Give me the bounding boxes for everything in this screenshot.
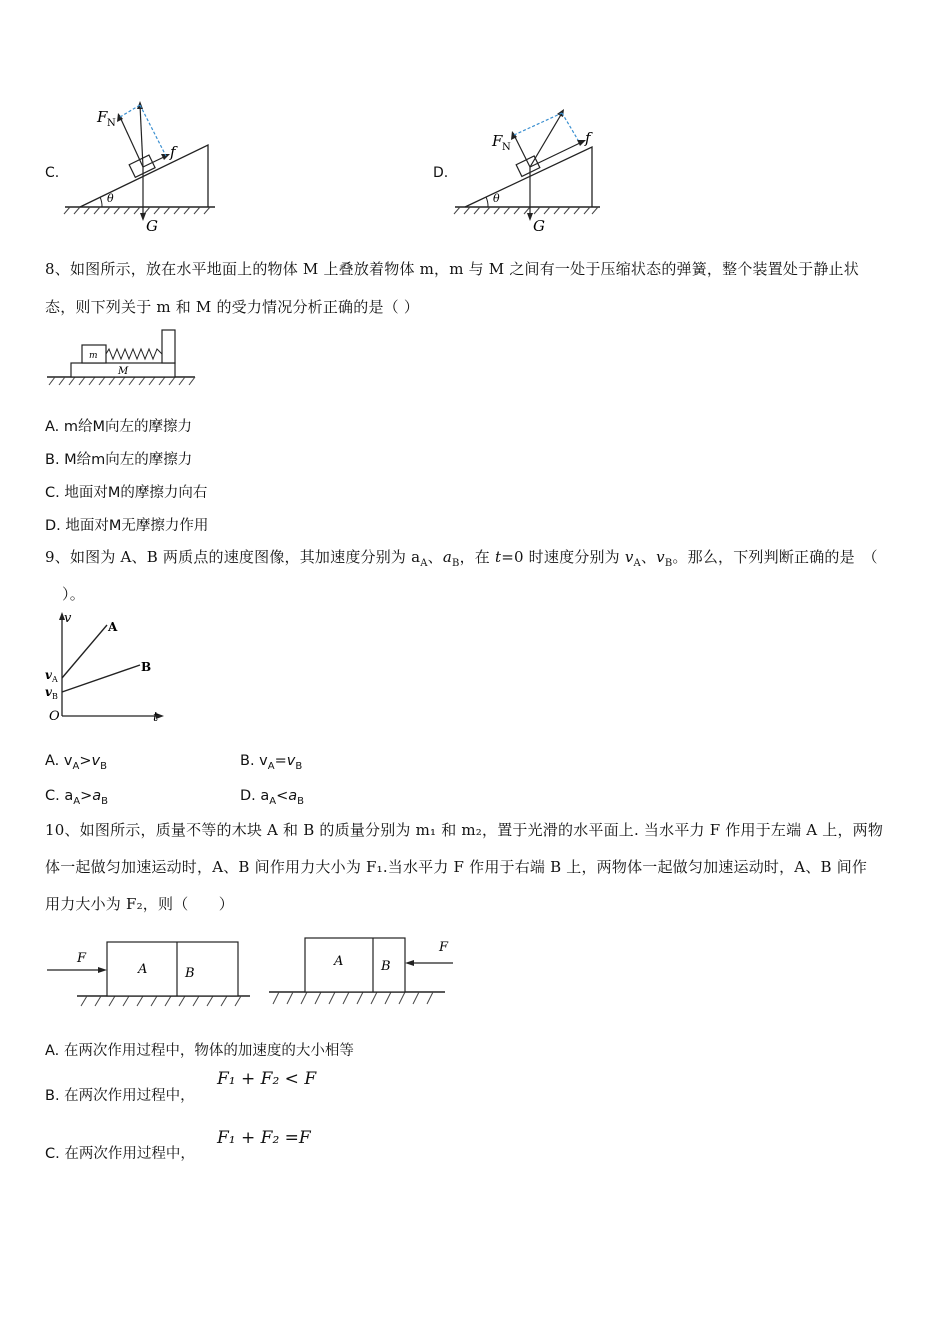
g-label-c: G [146,217,158,235]
block-b-label-right: B [381,959,391,974]
va-label: v [45,668,52,682]
q10-stem-line3: 用力大小为 F₂，则（ ） [45,895,234,913]
theta-label-d: θ [493,192,500,205]
option-c-label: C. [45,165,60,181]
q10-option-b: B. 在两次作用过程中， [45,1088,195,1104]
force-f-label-left: F [77,951,87,966]
fn-sub-label-d: N [502,142,511,153]
q9-stem-line1: 9、如图为 A、B 两质点的速度图像，其加速度分别为 $a_A$、$a_B$，在 t=0 时速度分别为 $v_A$、$v_B$。那么，下列判断正确的是 （ [45,548,878,569]
line-b-label: B [141,660,152,674]
q9-option-d: D. $a_A<a_B$ [240,788,305,807]
q8-option-d: D. 地面对M无摩擦力作用 [45,518,209,534]
va-sub-label: A [52,675,58,684]
push-blocks-diagram [45,930,465,1015]
q8-option-b: B. M给m向左的摩擦力 [45,452,193,468]
q8-option-c: C. 地面对M的摩擦力向右 [45,485,208,501]
option-d-label: D. [433,165,449,181]
q10-stem-line1: 10、如图所示，质量不等的木块 A 和 B 的质量分别为 m₁ 和 m₂，置于光滑的水平面上. 当水平力 F 作用于左端 A 上，两物 [45,821,884,839]
incline-diagram-d [450,95,620,240]
fn-label-d: F [492,132,503,150]
axis-v-label: v [64,611,72,626]
q10-option-c: C. 在两次作用过程中， [45,1146,195,1162]
q8-stem-line2: 态，则下列关于 m 和 M 的受力情况分析正确的是（ ） [45,298,420,316]
q9-option-a: A. $v_A>v_B$ [45,753,107,772]
M-block-label: M [118,366,129,377]
m-block-label: m [89,351,98,361]
q10-stem-line2: 体一起做匀加速运动时，A、B 间作用力大小为 F₁.当水平力 F 作用于右端 B 上，两物体一起做匀加速运动时，A、B 间作 [45,858,868,876]
q10-option-b-formula: F₁ + F₂ < F [217,1069,317,1089]
origin-label: O [49,709,60,724]
spring-blocks-diagram [45,325,205,390]
block-a-label-left: A [138,962,148,977]
block-a-label-right: A [334,954,344,969]
f-label-d: f [585,129,591,147]
theta-label-c: θ [107,192,114,205]
q9-option-b: B. $v_A=v_B$ [240,753,303,772]
velocity-time-graph [40,608,180,728]
fn-label-c: F [97,108,108,126]
vb-label: v [45,685,52,699]
q8-stem-line1: 8、如图所示，放在水平地面上的物体 M 上叠放着物体 m，m 与 M 之间有一处于压缩状态的弹簧，整个装置处于静止状 [45,260,859,278]
f-label-c: f [170,143,176,161]
fn-sub-label-c: N [107,118,116,129]
q8-option-a: A. m给M向左的摩擦力 [45,419,193,435]
axis-t-label: t [153,710,159,725]
q9-stem-line2: ）。 [62,585,85,603]
line-a-label: A [108,620,118,634]
q10-option-c-formula: F₁ + F₂ =F [217,1128,311,1148]
vb-sub-label: B [52,692,58,701]
q10-option-a: A. 在两次作用过程中，物体的加速度的大小相等 [45,1043,354,1059]
g-label-d: G [533,217,545,235]
force-f-label-right: F [439,940,449,955]
incline-diagram-c [60,95,230,240]
q9-option-c: C. $a_A>a_B$ [45,788,108,807]
block-b-label-left: B [185,966,195,981]
